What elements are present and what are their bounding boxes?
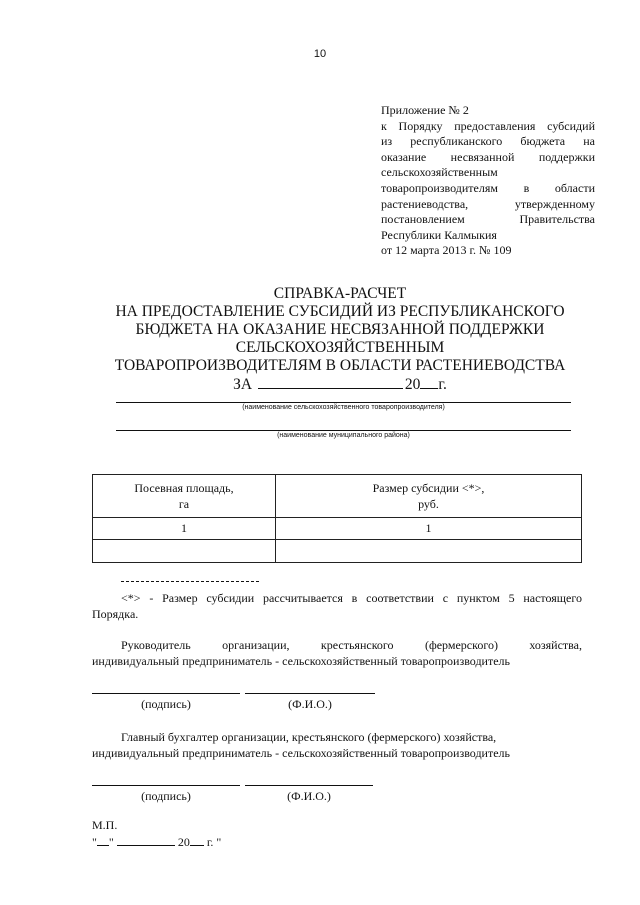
accountant-name-rule xyxy=(245,785,373,786)
title-line: НА ПРЕДОСТАВЛЕНИЕ СУБСИДИЙ ИЗ РЕСПУБЛИКАНСКОГО xyxy=(115,303,565,320)
footnote-separator xyxy=(121,581,259,582)
date-line xyxy=(92,834,221,850)
table-cell: 1 xyxy=(93,518,276,540)
header-cell-subsidy xyxy=(276,475,582,518)
table-cell xyxy=(276,540,582,563)
table-row xyxy=(93,518,582,540)
period-blank xyxy=(258,375,403,389)
annex-block xyxy=(381,103,595,259)
head-sign-label: (подпись) xyxy=(141,697,191,711)
date-close-quote: " xyxy=(108,835,114,849)
annex-line: оказание несвязанной поддержки xyxy=(381,149,595,164)
head-signatory-line: индивидуальный предприниматель - сельскохозяйственный товаропроизводитель xyxy=(92,654,510,668)
header-unit: га xyxy=(178,497,190,511)
title-line: СПРАВКА-РАСЧЕТ xyxy=(273,285,407,302)
year-blank xyxy=(190,834,204,846)
subsidy-table xyxy=(92,474,582,563)
page-number: 10 xyxy=(313,48,327,60)
header-text: Размер субсидии <*>, xyxy=(372,481,485,495)
annex-line: товаропроизводителям в области xyxy=(381,180,595,195)
accountant-line: Главный бухгалтер организации, крестьянского (фермерского) хозяйства, xyxy=(121,730,497,744)
accountant-signature-rule xyxy=(92,785,240,786)
head-signatory-line: Руководитель организации, крестьянского (фермерского) хозяйства, xyxy=(121,638,582,652)
table-header-row xyxy=(93,475,582,518)
district-caption: (наименование муниципального района) xyxy=(277,432,410,439)
year-blank xyxy=(420,375,438,389)
header-cell-area xyxy=(93,475,276,518)
annex-line: сельскохозяйственным xyxy=(381,165,498,180)
accountant-sign-label: (подпись) xyxy=(141,789,191,803)
title-period xyxy=(60,375,620,394)
period-year: 20 xyxy=(404,376,421,393)
accountant-line: индивидуальный предприниматель - сельскохозяйственный товаропроизводитель xyxy=(92,746,510,760)
annex-line: Приложение № 2 xyxy=(381,103,469,117)
annex-line: из республиканского бюджета на xyxy=(381,134,595,149)
period-prefix: ЗА xyxy=(233,376,253,393)
document-title xyxy=(60,285,620,394)
title-line: ТОВАРОПРОИЗВОДИТЕЛЯМ В ОБЛАСТИ РАСТЕНИЕВОДСТВА xyxy=(114,357,566,374)
annex-line: постановлением Правительства xyxy=(381,212,595,227)
period-suffix: г. xyxy=(438,376,447,393)
month-blank xyxy=(117,834,175,846)
header-text: Посевная площадь, xyxy=(134,481,234,495)
footnote-line: Порядка. xyxy=(92,607,139,621)
producer-caption: (наименование сельскохозяйственного товаропроизводителя) xyxy=(242,404,445,411)
table-cell: 1 xyxy=(276,518,582,540)
stamp-label: М.П. xyxy=(92,818,118,832)
title-line: СЕЛЬСКОХОЗЯЙСТВЕННЫМ xyxy=(235,339,445,356)
annex-line: от 12 марта 2013 г. № 109 xyxy=(381,243,512,258)
head-name-rule xyxy=(245,693,375,694)
date-year-suffix: г. " xyxy=(206,835,222,849)
producer-rule xyxy=(116,402,571,403)
accountant-name-label: (Ф.И.О.) xyxy=(287,789,331,803)
date-year-prefix: 20 xyxy=(177,835,190,849)
table-cell xyxy=(93,540,276,563)
table-row xyxy=(93,540,582,563)
head-name-label: (Ф.И.О.) xyxy=(288,697,332,711)
annex-line: растениеводства, утвержденному xyxy=(381,196,595,211)
header-unit: руб. xyxy=(418,497,439,511)
footnote-line: <*> - Размер субсидии рассчитывается в соответствии с пунктом 5 настоящего xyxy=(121,591,582,605)
head-signature-rule xyxy=(92,693,240,694)
date-open-quote: " xyxy=(92,835,97,849)
title-line: БЮДЖЕТА НА ОКАЗАНИЕ НЕСВЯЗАННОЙ ПОДДЕРЖКИ xyxy=(135,321,545,338)
day-blank xyxy=(97,834,109,846)
district-rule xyxy=(116,430,571,431)
annex-line: к Порядку предоставления субсидий xyxy=(381,118,595,133)
annex-line: Республики Калмыкия xyxy=(381,227,497,242)
